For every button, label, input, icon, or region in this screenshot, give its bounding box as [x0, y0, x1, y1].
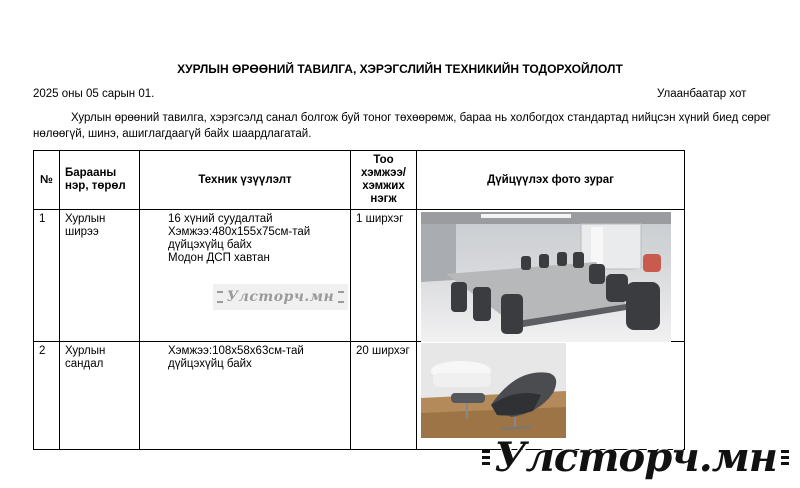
- header-no: №: [34, 151, 60, 210]
- document-city: Улаанбаатар хот: [657, 88, 747, 100]
- intro-paragraph: Хурлын өрөөний тавилга, хэрэгсэлд санал болгож буй тоног төхөөрөмж, бараа нь холбогдох стандартад нийцсэн хүний биед сөрөг нөлөөгүй, шинэ, ашиглагдаагүй байх шаардлагатай.: [33, 112, 771, 140]
- row-spec: [140, 210, 351, 342]
- row-number: 2: [34, 342, 60, 450]
- header-item: Барааны нэр, төрөл: [60, 151, 140, 210]
- row-qty: 20 ширхэг: [351, 342, 417, 450]
- spec-line: 16 хүний суудалтай: [168, 213, 273, 225]
- watermark-text: Улсторч.мн: [494, 433, 777, 481]
- header-photo: Дүйцүүлэх фото зураг: [417, 151, 685, 210]
- watermark-large: [478, 432, 793, 482]
- office-chair-photo: [421, 343, 566, 438]
- row-number: 1: [34, 210, 60, 342]
- spec-line: Модон ДСП хавтан: [168, 252, 270, 264]
- table-row: [34, 210, 685, 342]
- header-spec: Техник үзүүлэлт: [140, 151, 351, 210]
- watermark-text: Улсторч.мн: [226, 289, 335, 305]
- watermark-bars-left: [482, 450, 490, 465]
- row-spec: [140, 342, 351, 450]
- row-qty: 1 ширхэг: [351, 210, 417, 342]
- spec-table: [33, 150, 685, 450]
- spec-line: дүйцэхүйц байх: [168, 358, 252, 370]
- header-qty: Тоо хэмжээ/ хэмжих нэгж: [351, 151, 417, 210]
- watermark-bars-right: [781, 450, 789, 465]
- document-title: ХУРЛЫН ӨРӨӨНИЙ ТАВИЛГА, ХЭРЭГСЛИЙН ТЕХНИКИЙН ТОДОРХОЙЛОЛТ: [177, 62, 623, 76]
- row-item: Хурлын сандал: [60, 342, 140, 450]
- spec-line: дүйцэхүйц байх: [168, 239, 252, 251]
- row-photo-cell: [417, 210, 685, 342]
- table-header-row: [34, 151, 685, 210]
- row-item: Хурлын ширээ: [60, 210, 140, 342]
- conference-table-photo: [421, 212, 671, 342]
- spec-line: Хэмжээ:108x58x63см-тай: [168, 345, 304, 357]
- watermark-small: [213, 284, 348, 310]
- document-date: 2025 оны 05 сарын 01.: [33, 88, 155, 100]
- spec-line: Хэмжээ:480x155x75см-тай: [168, 226, 311, 238]
